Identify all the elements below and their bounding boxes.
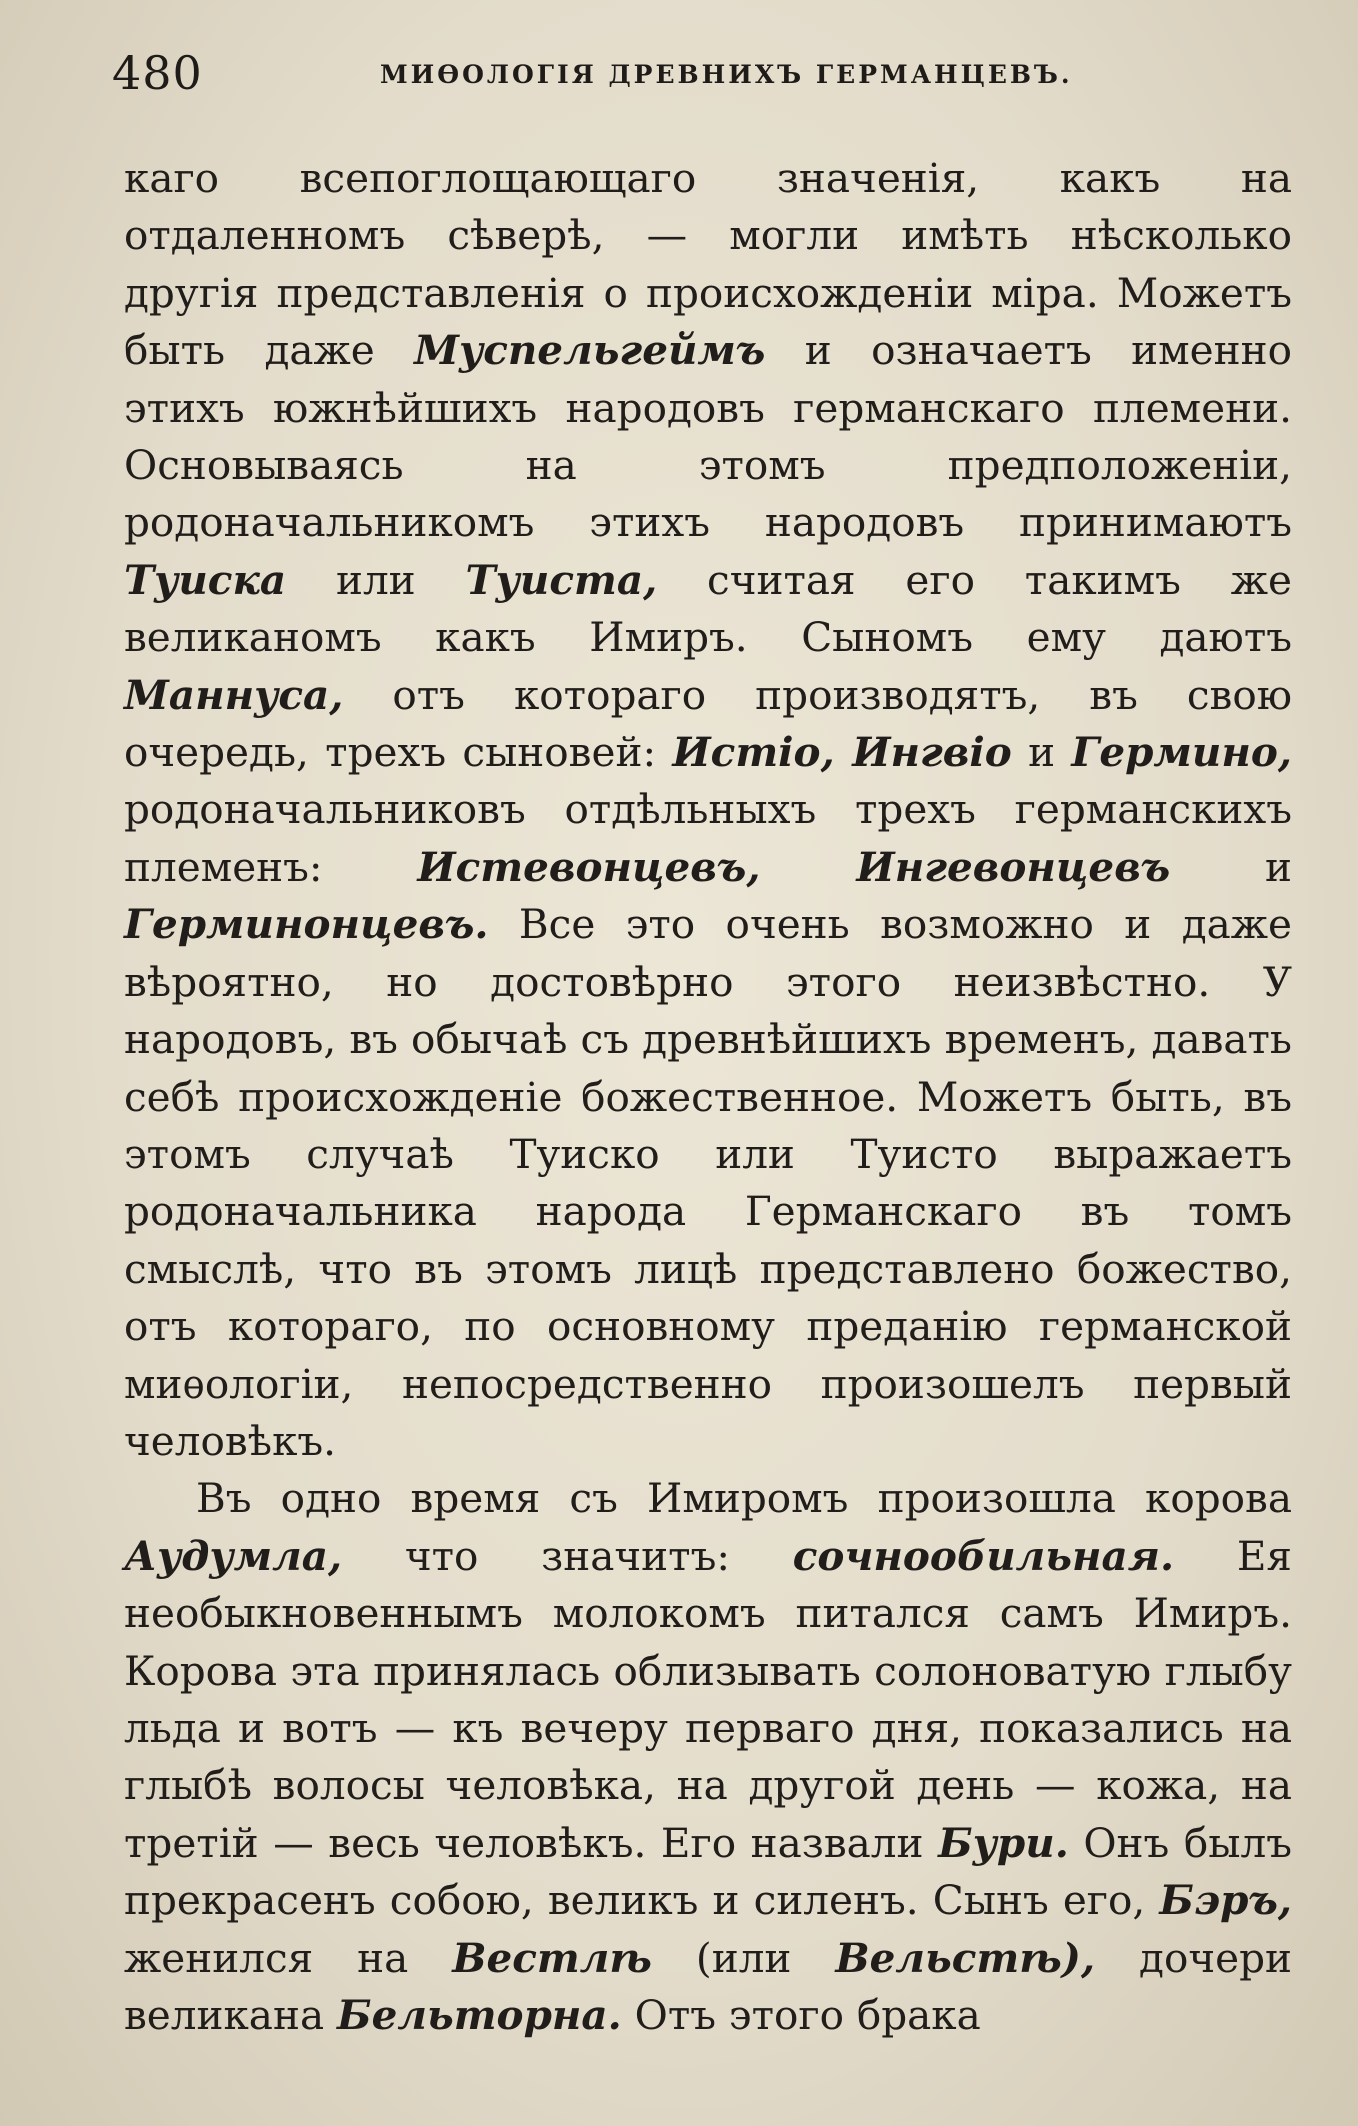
body-text <box>124 150 1292 2044</box>
text-run: и <box>1170 842 1292 891</box>
italic-name: Бельторна. <box>336 1991 622 2039</box>
text-run: Онъ былъ прекрасенъ собою, великъ и силенъ. Сынъ его, <box>124 1818 1292 1925</box>
text-run: и <box>1011 728 1072 777</box>
italic-name: Вестлѣ <box>452 1933 652 1982</box>
text-run: считая его такимъ же великаномъ какъ Имиръ. Сыномъ ему даютъ <box>124 555 1292 662</box>
text-run: что значитъ: <box>342 1531 793 1580</box>
text-run: дочери великана <box>124 1933 1292 2039</box>
text-run: и означаетъ именно этихъ южнѣйшихъ народовъ германскаго племени. Основываясь на этомъ предположеніи, родоначальникомъ этихъ народовъ принимаютъ <box>124 326 1292 547</box>
italic-name: Маннуса, <box>124 670 344 719</box>
text-run: Въ одно время съ Имиромъ произошла корова <box>196 1474 1292 1523</box>
italic-name: Муспельгеймъ <box>414 326 766 375</box>
text-run: родоначальниковъ отдѣльныхъ трехъ германскихъ племенъ: <box>124 785 1292 891</box>
text-run: (или <box>651 1933 836 1982</box>
running-title: МИѲОЛОГІЯ ДРЕВНИХЪ ГЕРМАНЦЕВЪ. <box>380 60 1073 89</box>
italic-name: Истевонцевъ, Ингевонцевъ <box>417 842 1171 891</box>
italic-name: Истіо, Ингвіо <box>672 728 1012 777</box>
italic-name: Аудумла, <box>124 1531 343 1580</box>
italic-name: Туиска <box>124 555 287 604</box>
italic-name: Гермино, <box>1071 728 1292 777</box>
italic-name: Бэръ, <box>1159 1876 1292 1925</box>
text-run: женился на <box>124 1933 453 1982</box>
text-run: каго всепоглощающаго значенія, какъ на отдаленномъ сѣверѣ, — могли имѣть нѣсколько другія представленія о происхожденіи міра. Можетъ быть даже <box>124 154 1292 375</box>
text-run: отъ котораго производятъ, въ свою очередь, трехъ сыновей: <box>124 670 1292 777</box>
italic-name: Туиста, <box>465 555 658 604</box>
text-run: Ея необыкновеннымъ молокомъ питался самъ Имиръ. Корова эта принялась облизывать солоноватую глыбу льда и вотъ — къ вечеру перваго дня, показались на глыбѣ волосы человѣка, на другой день — кожа, на третій — весь человѣкъ. Его назвали <box>124 1531 1292 1867</box>
italic-name: Герминонцевъ. <box>124 900 489 949</box>
text-run: Отъ этого брака <box>621 1991 981 2039</box>
paragraph-1 <box>124 150 1292 1470</box>
italic-name: Бури. <box>938 1818 1069 1867</box>
italic-term: сочнообильная. <box>792 1531 1175 1580</box>
italic-name: Вельстѣ), <box>835 1933 1096 1982</box>
text-run: или <box>286 555 466 604</box>
page-number: 480 <box>112 46 203 100</box>
text-run: Все это очень возможно и даже вѣроятно, но достовѣрно этого неизвѣстно. У народовъ, въ обычаѣ съ древнѣйшихъ временъ, давать себѣ происхожденіе божественное. Можетъ быть, въ этомъ случаѣ Туиско или Туисто выражаетъ родоначальника народа Германскаго въ томъ смыслѣ, что въ этомъ лицѣ представлено божество, отъ котораго, по основному преданію германской миѳологіи, непосредственно произошелъ первый человѣкъ. <box>124 900 1292 1465</box>
paragraph-2 <box>124 1470 1292 2044</box>
